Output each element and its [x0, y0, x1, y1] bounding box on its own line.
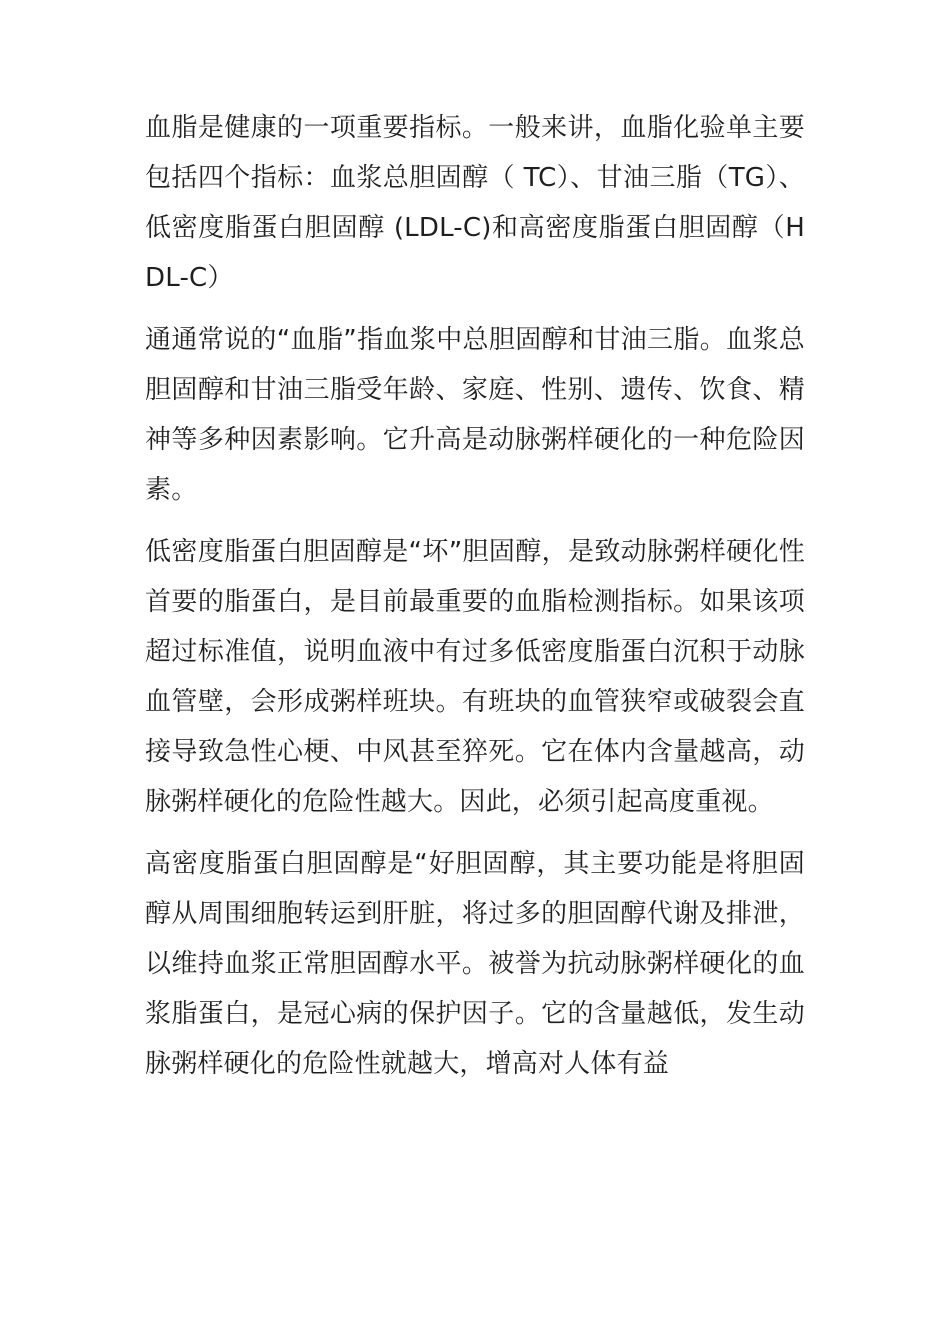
document-page	[145, 103, 805, 1101]
paragraph-hdl: 高密度脂蛋白胆固醇是“好胆固醇，其主要功能是将胆固醇从周围细胞转运到肝脏，将过多的胆固醇代谢及排泄，以维持血浆正常胆固醇水平。被誉为抗动脉粥样硬化的血浆脂蛋白，是冠心病的保护因子。它的含量越低，发生动脉粥样硬化的危险性就越大，增高对人体有益	[145, 849, 805, 1079]
paragraph-ldl: 低密度脂蛋白胆固醇是“坏”胆固醇，是致动脉粥样硬化性首要的脂蛋白，是目前最重要的血脂检测指标。如果该项超过标准值，说明血液中有过多低密度脂蛋白沉积于动脉血管壁，会形成粥样班块。有班块的血管狭窄或破裂会直接导致急性心梗、中风甚至猝死。它在体内含量越高，动脉粥样硬化的危险性越大。因此，必须引起高度重视。	[145, 537, 805, 817]
paragraph-overview: 血脂是健康的一项重要指标。一般来讲，血脂化验单主要包括四个指标：血浆总胆固醇（ TC）、甘油三脂（TG）、低密度脂蛋白胆固醇 (LDL-C)和高密度脂蛋白胆固醇（HDL-C）	[145, 113, 805, 293]
paragraph-blood-lipids: 通通常说的“血脂”指血浆中总胆固醇和甘油三脂。血浆总胆固醇和甘油三脂受年龄、家庭、性别、遗传、饮食、精神等多种因素影响。它升高是动脉粥样硬化的一种危险因素。	[145, 325, 805, 505]
